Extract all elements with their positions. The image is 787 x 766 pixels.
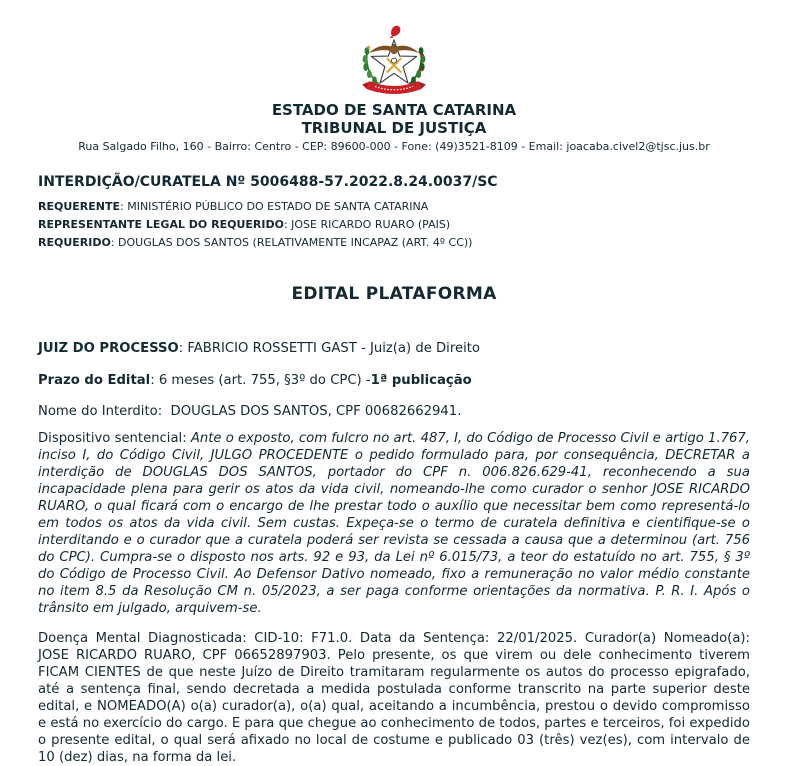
dispositivo-sentence-text: Ante o exposto, com fulcro no art. 487, I, do Código de Processo Civil e artigo 1.767, inciso I, do Código Civil, JULGO PROCEDENTE o pedido formulado para, por consequência, DECRETAR a interdição de DOUGLAS DOS SANTOS, portador do CPF n. 006.826.629-41, reconhecendo a sua incapacidade plena para gerir os atos da vida civil, nomeando-lhe como curador o senhor JOSE RICARDO RUARO, o qual ficará com o encargo de lhe prestar todo o auxílio que necessitar bem como representá-lo em todos os atos da vida civil. Sem custas. Expeça-se o termo de curatela definitiva e cientifique-se o interditando e o curador que a curatela poderá ser revista se cessada a causa que a determinou (art. 756 do CPC). Cumpra-se o disposto nos arts. 92 e 93, da Lei nº 6.015/73, a teor do estatuído no art. 755, § 3º do Código de Processo Civil. Ao Defensor Dativo nomeado, fixo a remuneração no valor médio constante no item 8.5 da Resolução CM n. 05/2023, a ser paga conforme orientações da normativa. P. R. I. Após o trânsito em julgado, arquivem-se. [38,431,750,616]
party-requerido-label: REQUERIDO [38,236,111,249]
court-address: Rua Salgado Filho, 160 - Bairro: Centro - CEP: 89600-000 - Fone: (49)3521-8109 - Email: joacaba.civel2@tjsc.jus.br [78,140,710,153]
party-requerido [38,234,750,252]
judge-line [38,340,750,357]
edital-heading: EDITAL PLATAFORMA [291,284,497,304]
party-representante-value: : JOSE RICARDO RUARO (PAIS) [283,218,451,231]
interdito-line: Nome do Interdito: DOUGLAS DOS SANTOS, CPF 00682662941. [38,404,462,419]
party-requerido-value: : DOUGLAS DOS SANTOS (RELATIVAMENTE INCAPAZ (ART. 4º CC)) [110,236,473,249]
prazo-publicacao: 1ª publicação [370,373,472,388]
dispositivo-paragraph [38,430,750,617]
party-representante-label: REPRESENTANTE LEGAL DO REQUERIDO [38,218,284,231]
case-title: INTERDIÇÃO/CURATELA Nº 5006488-57.2022.8.24.0037/SC [38,174,498,190]
judge-label: JUIZ DO PROCESSO [38,341,179,356]
party-requerente-label: REQUERENTE [38,200,120,213]
party-requerente [38,198,750,216]
case-parties [38,198,750,252]
judge-value: : FABRICIO ROSSETTI GAST - Juiz(a) de Direito [178,341,480,356]
santa-catarina-coat-of-arms-icon [353,24,435,94]
final-paragraph: Doença Mental Diagnosticada: CID-10: F71.0. Data da Sentença: 22/01/2025. Curador(a) Nomeado(a): JOSE RICARDO RUARO, CPF 06652897903. Pelo presente, os que virem ou dele conhecimento tiverem FICAM CIENTES de que neste Juízo de Direito tramitaram regularmente os autos do processo epigrafado, até a sentença final, sendo decretada a medida postulada conforme transcrito na parte superior deste edital, e NOMEADO(A) o(a) curador(a), o(a) qual, aceitando a incumbência, prestou o devido compromisso e está no exercício do cargo. E para que chegue ao conhecimento de todos, partes e terceiros, foi expedido o presente edital, o qual será afixado no local de costume e publicado 03 (três) vez(es), com intervalo de 10 (dez) dias, na forma da lei. [38,631,750,765]
dispositivo-label: Dispositivo sentencial: [38,431,191,446]
org-name-state: ESTADO DE SANTA CATARINA [271,101,517,119]
prazo-label: Prazo do Edital [38,373,151,388]
party-requerente-value: : MINISTÉRIO PÚBLICO DO ESTADO DE SANTA CATARINA [120,200,429,213]
org-name-court: TRIBUNAL DE JUSTIÇA [301,119,487,137]
prazo-line [38,372,750,389]
prazo-value: : 6 meses (art. 755, §3º do CPC) - [150,373,371,388]
document-header [38,24,750,154]
party-representante-legal [38,216,750,234]
